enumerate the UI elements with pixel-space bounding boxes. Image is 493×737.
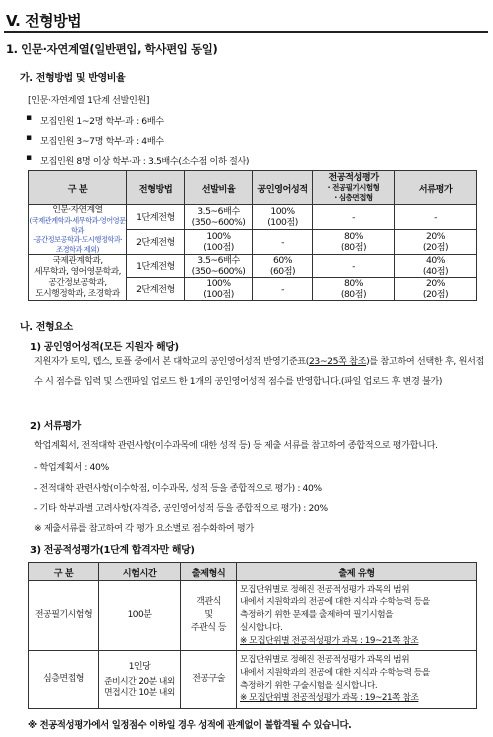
- method-cell: 1단계전형: [127, 255, 185, 278]
- ratio-cell: 3.5~6배수 (350~600%): [185, 205, 253, 230]
- exam-time-cell: 100분: [99, 581, 181, 651]
- exam-description-cell: 모집단위별로 정해진 전공적성평가 과목의 범위 내에서 지원학과의 전공에 대한 지식과 수학능력 등을 측정하기 위한 문제를 출제하여 필기시험을 실시합니다. ※ 모집단위별 전공적성평가 과목 : 19~21쪽 참조: [237, 581, 477, 651]
- header-aptitude: 전공적성평가 · 전공필기시험형 · 심층면접형: [313, 171, 395, 205]
- ratio-cell: 3.5~6배수 (350~600%): [185, 255, 253, 278]
- section-title: 1. 인문·자연계열(일반편입, 학사편입 동일): [6, 42, 218, 56]
- page-reference-link: 23~25쪽 참조: [308, 356, 367, 367]
- ratio-cell: 100% (100점): [185, 230, 253, 255]
- bullet-item: ▪ 모집인원 8명 이상 학부·과 : 3.5배수(소수점 이하 절사): [40, 153, 249, 167]
- header-docs: 서류평가: [395, 171, 477, 205]
- header-method: 전형방법: [127, 171, 185, 205]
- document-eval-note: ※ 제출서류를 참고하여 각 평가 요소별로 점수화하여 평가: [34, 523, 254, 534]
- method-cell: 2단계전형: [127, 230, 185, 255]
- docs-cell: 20% (20점): [395, 278, 477, 301]
- header-format: 출제형식: [181, 563, 237, 581]
- header-english: 공인영어성적: [253, 171, 313, 205]
- selection-bracket-title: [인문·자연계열 1단계 선발인원]: [28, 95, 150, 106]
- aptitude-cell: -: [313, 255, 395, 278]
- item-title: 2) 서류평가: [30, 421, 81, 432]
- group-specific-dept-cell: 국제관계학과, 세무학과, 영어영문학과, 공간정보공학과, 도시행정학과, 조경학과: [29, 255, 127, 301]
- english-cell: -: [253, 278, 313, 301]
- english-cell: -: [253, 230, 313, 255]
- english-score-paragraph: 지원자가 토익, 텝스, 토플 중에서 본 대학교의 공인영어성적 반영기준표(23~25쪽 참조)를 참고하여 선택한 후, 원서접수 시 점수를 입력 및 스캔파일 업로드 한 1개의 공인영어성적 점수를 반영합니다.(파일 업로드 후 변경 불가): [34, 356, 484, 387]
- aptitude-cell: -: [313, 205, 395, 230]
- docs-cell: -: [395, 205, 477, 230]
- item-title: 1) 공인영어성적(모든 지원자 해당): [30, 342, 179, 353]
- subject-reference-note: ※ 모집단위별 전공적성평가 과목 : 19~21쪽 참조: [240, 693, 419, 704]
- english-cell: 100% (100점): [253, 205, 313, 230]
- subsection-title: 나. 전형요소: [20, 322, 73, 333]
- subject-reference-note: ※ 모집단위별 전공적성평가 과목 : 19~21쪽 참조: [240, 635, 419, 646]
- docs-cell: 40% (40점): [395, 255, 477, 278]
- english-cell: 60% (60점): [253, 255, 313, 278]
- document-eval-text: 학업계획서, 전적대학 관련사항(이수과목에 대한 성적 등) 등 제출 서류를 참고하여 종합적으로 평가합니다.: [34, 440, 438, 451]
- document-eval-item: - 학업계획서 : 40%: [34, 462, 109, 473]
- item-title: 3) 전공적성평가(1단계 합격자만 해당): [30, 545, 195, 556]
- bullet-item: ▪ 모집인원 1~2명 학부·과 : 6배수: [40, 113, 164, 127]
- header-division: 구 분: [29, 171, 127, 205]
- exam-format-cell: 전공구술: [181, 651, 237, 709]
- header-ratio: 선발비율: [185, 171, 253, 205]
- method-cell: 2단계전형: [127, 278, 185, 301]
- footer-warning: ※ 전공적성평가에서 일정점수 이하일 경우 성적에 관계없이 불합격될 수 있습니다.: [28, 720, 352, 731]
- exam-type-cell: 심층면접형: [29, 651, 99, 709]
- chapter-title: V. 전형방법: [6, 12, 82, 30]
- exam-description-cell: 모집단위별로 정해진 전공적성평가 과목의 범위 내에서 지원학과의 전공에 대한 지식과 수학능력 등을 측정하기 위한 구술시험을 실시합니다. ※ 모집단위별 전공적성평가 과목 : 19~21쪽 참조: [237, 651, 477, 709]
- exam-format-cell: 객관식 및 주관식 등: [181, 581, 237, 651]
- group-humanities-cell: 인문·자연계열 (국제관계학과·세무학과·영어영문학과 ·공간정보공학과·도시행정학과· 조경학과 제외): [29, 205, 126, 254]
- aptitude-cell: 80% (80점): [313, 278, 395, 301]
- exam-time-cell: 1인당 준비시간 20분 내외 면접시간 10분 내외: [99, 651, 181, 709]
- header-exam-time: 시험시간: [99, 563, 181, 581]
- document-eval-item: - 전적대학 관련사항(이수학점, 이수과목, 성적 등을 종합적으로 평가) : 40%: [34, 483, 322, 494]
- exam-type-cell: 전공필기시험형: [29, 581, 99, 651]
- method-cell: 1단계전형: [127, 205, 185, 230]
- ratio-cell: 100% (100점): [185, 278, 253, 301]
- document-eval-item: - 기타 학부과별 고려사항(자격증, 공인영어성적 등을 종합적으로 평가) : 20%: [34, 503, 328, 514]
- subsection-title: 가. 전형방법 및 반영비율: [20, 73, 126, 84]
- aptitude-cell: 80% (80점): [313, 230, 395, 255]
- header-question-type: 출제 유형: [237, 563, 477, 581]
- aptitude-exam-table: [28, 562, 477, 709]
- header-division: 구 분: [29, 563, 99, 581]
- selection-ratio-table: [28, 170, 477, 301]
- bullet-item: ▪ 모집인원 3~7명 학부·과 : 4배수: [40, 133, 164, 147]
- chapter-divider: [4, 31, 488, 33]
- docs-cell: 20% (20점): [395, 230, 477, 255]
